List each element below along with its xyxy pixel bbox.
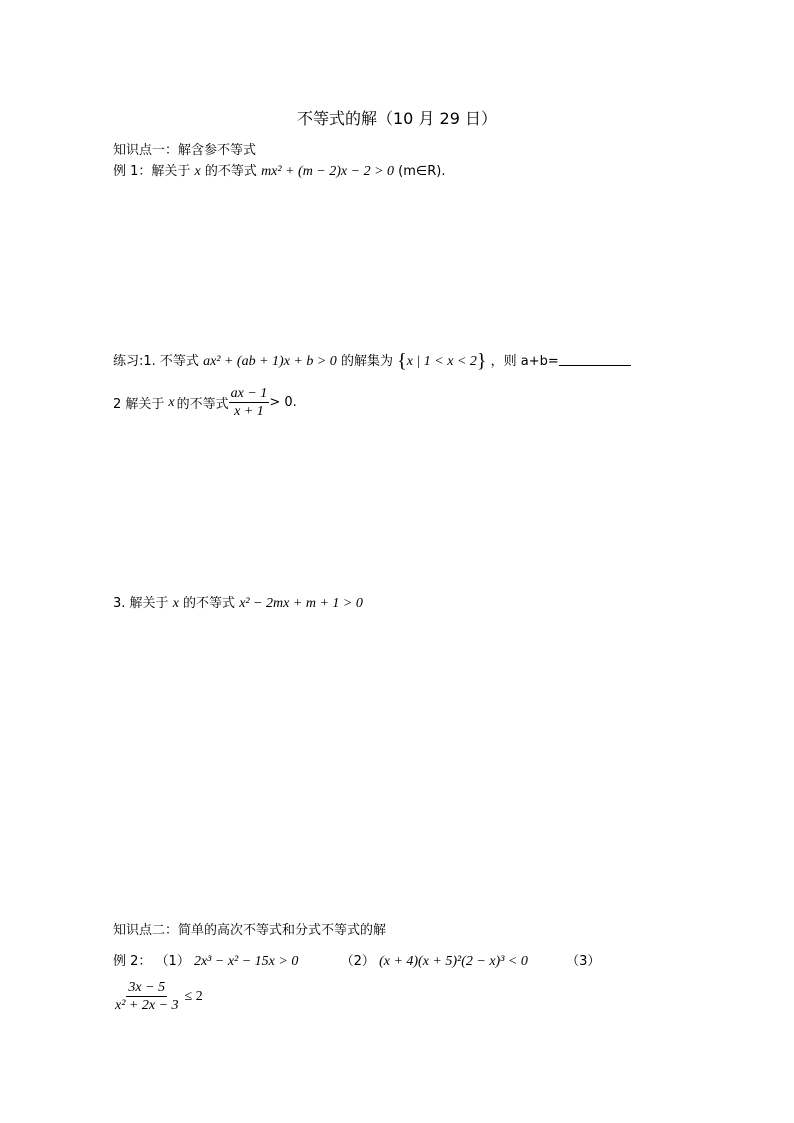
practice2-suffix: > 0. bbox=[269, 395, 297, 411]
practice3-var: x bbox=[172, 596, 179, 611]
practice2-denominator: x + 1 bbox=[234, 404, 264, 420]
example2-line bbox=[113, 950, 683, 970]
answer-blank[interactable] bbox=[559, 353, 631, 366]
practice2-line bbox=[113, 386, 297, 420]
practice1-suffix: ，则 a+b= bbox=[490, 354, 559, 369]
section1-heading: 知识点一：解含参不等式 bbox=[113, 143, 257, 158]
practice3-expression: x² − 2mx + m + 1 > 0 bbox=[239, 596, 363, 611]
practice2-mid: 的不等式 bbox=[176, 397, 229, 413]
practice1-prefix: 练习:1. 不等式 bbox=[113, 354, 199, 369]
practice1-solution-set: x | 1 < x < 2 bbox=[406, 354, 477, 369]
example1-condition: (m∈R). bbox=[398, 164, 446, 179]
practice3-line bbox=[113, 592, 363, 612]
example2-part3-denominator: x² + 2x − 3 bbox=[115, 998, 179, 1014]
example1-var: x bbox=[194, 164, 201, 179]
example1-line bbox=[113, 160, 445, 180]
example2-part3-fraction bbox=[113, 980, 181, 1014]
example2-prefix: 例 2： bbox=[113, 954, 152, 969]
example2-part1-label: （1） bbox=[155, 954, 190, 969]
example2-part2-expression: (x + 4)(x + 5)²(2 − x)³ < 0 bbox=[379, 954, 528, 969]
practice2-prefix: 2 解关于 bbox=[113, 397, 165, 413]
practice1-expression: ax² + (ab + 1)x + b > 0 bbox=[203, 354, 337, 369]
practice2-fraction bbox=[229, 386, 270, 420]
example1-prefix: 例 1：解关于 bbox=[113, 164, 191, 179]
example1-expression: mx² + (m − 2)x − 2 > 0 bbox=[261, 164, 395, 179]
example2-part3 bbox=[113, 980, 203, 1014]
practice1-line bbox=[113, 350, 631, 373]
right-brace-icon: } bbox=[476, 350, 487, 372]
practice2-var: x bbox=[168, 394, 175, 410]
page-title: 不等式的解（10 月 29 日） bbox=[297, 109, 497, 128]
section2-heading: 知识点二：简单的高次不等式和分式不等式的解 bbox=[113, 923, 387, 938]
practice3-prefix: 3. 解关于 bbox=[113, 596, 169, 611]
practice1-mid: 的解集为 bbox=[340, 354, 393, 369]
example2-part3-relation: ≤ 2 bbox=[184, 988, 203, 1004]
practice2-numerator: ax − 1 bbox=[229, 386, 270, 403]
left-brace-icon: { bbox=[397, 350, 407, 372]
example2-part1-expression: 2x³ − x² − 15x > 0 bbox=[193, 954, 299, 969]
example2-part3-label: （3） bbox=[566, 954, 601, 969]
example2-part2-label: （2） bbox=[340, 954, 375, 969]
practice3-mid: 的不等式 bbox=[183, 596, 236, 611]
example2-part3-numerator: 3x − 5 bbox=[126, 980, 167, 997]
example1-mid: 的不等式 bbox=[204, 164, 257, 179]
